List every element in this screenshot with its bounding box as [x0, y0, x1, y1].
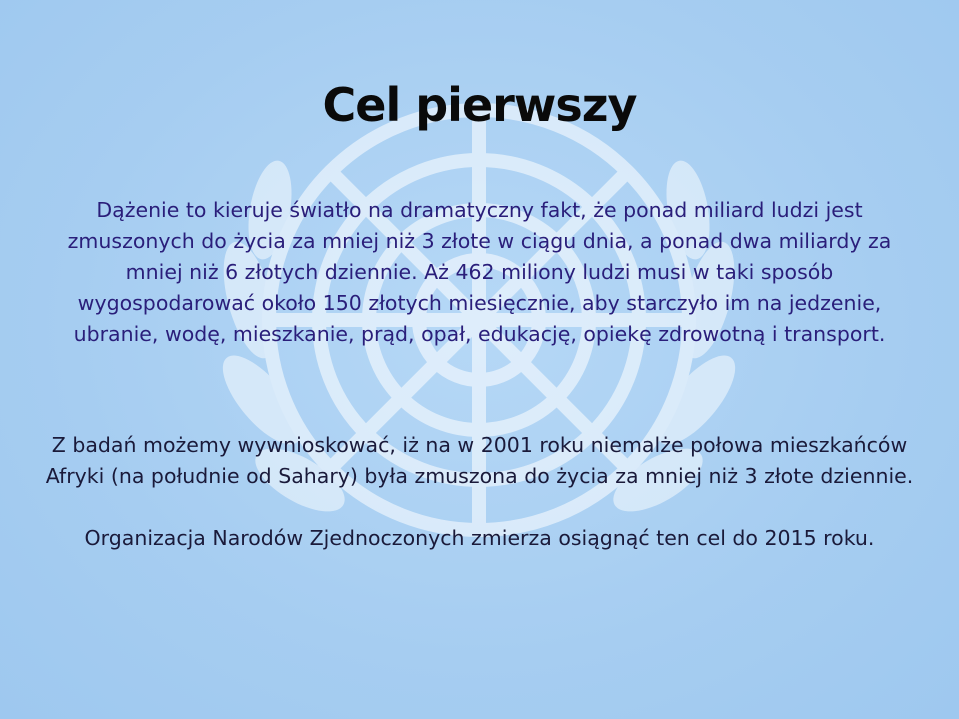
- paragraph-poverty-facts: Dążenie to kieruje światło na dramatyczny fakt, że ponad miliard ludzi jest zmuszonych do życia za mniej niż 3 złote w ciągu dnia, a ponad dwa miliardy za mniej niż 6 złotych dziennie. Aż 462 miliony ludzi musi w taki sposób wygospodarować około 150 złotych miesięcznie, aby starczyło im na jedzenie, ubranie, wodę, mieszkanie, prąd, opał, edukację, opiekę zdrowotną i transport.: [67, 198, 892, 346]
- slide-title: Cel pierwszy: [322, 78, 637, 132]
- paragraph-un-goal: Organizacja Narodów Zjednoczonych zmierza osiągnąć ten cel do 2015 roku.: [84, 526, 875, 550]
- paragraph-africa-2001: Z badań możemy wywnioskować, iż na w 2001 roku niemalże połowa mieszkańców Afryki (na południe od Sahary) była zmuszona do życia za mniej niż 3 złote dziennie.: [45, 433, 914, 488]
